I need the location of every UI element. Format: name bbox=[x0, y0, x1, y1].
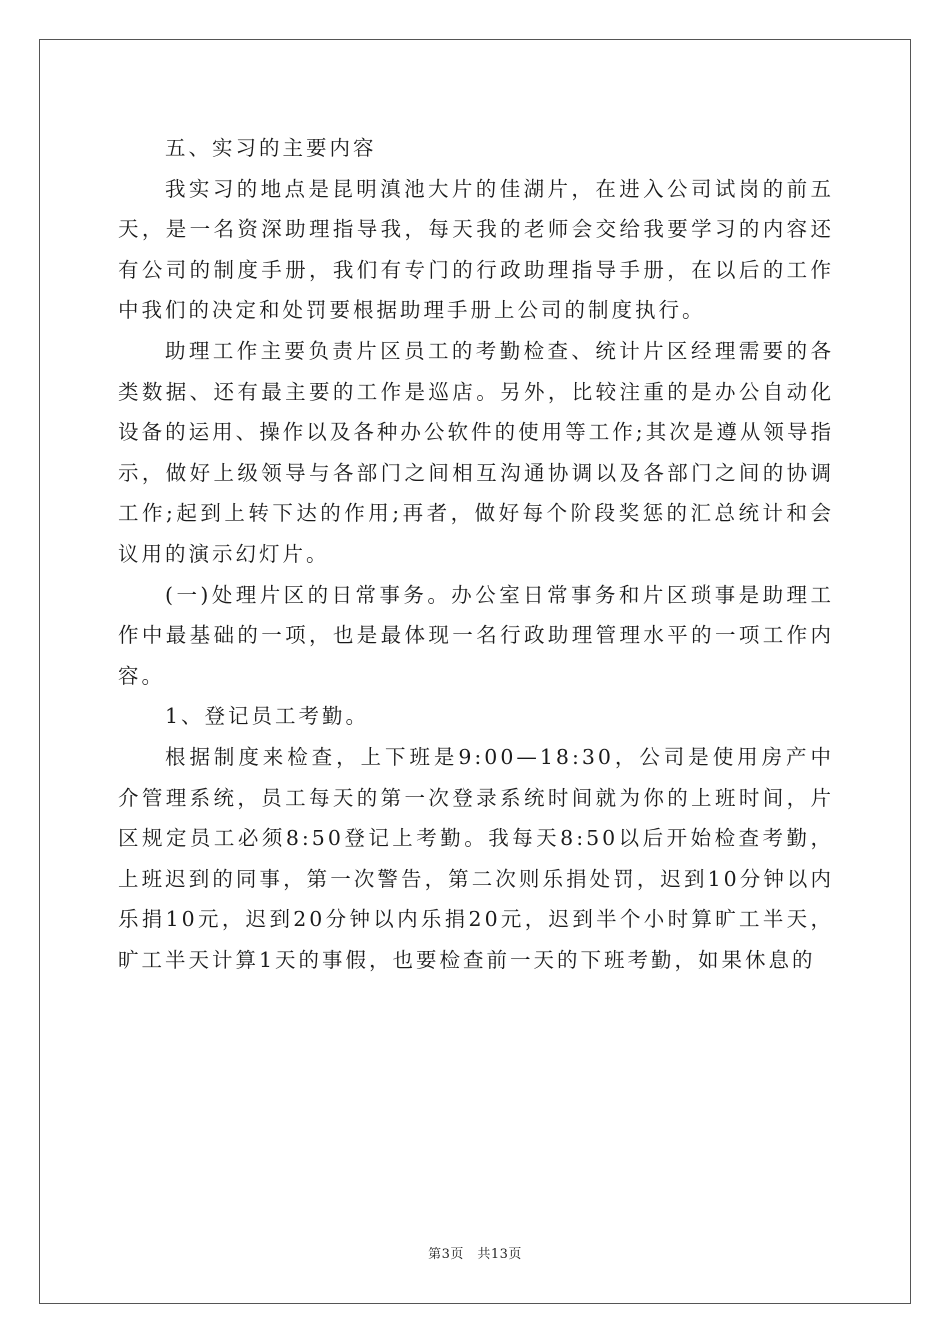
paragraph-attendance-heading: 1、登记员工考勤。 bbox=[165, 704, 370, 729]
paragraph-daily-affairs: (一)处理片区的日常事务。办公室日常事务和片区琐事是助理工作中最基础的一项，也是最体现一名行政助理管理水平的一项工作内容。 bbox=[118, 582, 834, 688]
section-heading: 五、实习的主要内容 bbox=[165, 136, 377, 160]
paragraph-attendance-rules: 根据制度来检查，上下班是9:00—18:30，公司是使用房产中介管理系统，员工每天的第一次登录系统时间就为你的上班时间，片区规定员工必须8:50登记上考勤。我每天8:50以后开始检查考勤，上班迟到的同事，第一次警告，第二次则乐捐处罚，迟到10分钟以内乐捐10元，迟到20分钟以内乐捐20元，迟到半个小时算旷工半天，旷工半天计算1天的事假，也要检查前一天的下班考勤，如果休息的 bbox=[118, 744, 834, 972]
page-number-footer: 第3页 共13页 bbox=[428, 1247, 522, 1262]
paragraph-internship-location: 我实习的地点是昆明滇池大片的佳湖片，在进入公司试岗的前五天，是一名资深助理指导我，每天我的老师会交给我要学习的内容还有公司的制度手册，我们有专门的行政助理指导手册，在以后的工作中我们的决定和处罚要根据助理手册上公司的制度执行。 bbox=[118, 176, 834, 323]
document-body bbox=[118, 128, 834, 980]
paragraph-assistant-duties: 助理工作主要负责片区员工的考勤检查、统计片区经理需要的各类数据、还有最主要的工作是巡店。另外，比较注重的是办公自动化设备的运用、操作以及各种办公软件的使用等工作;其次是遵从领导指示，做好上级领导与各部门之间相互沟通协调以及各部门之间的协调工作;起到上转下达的作用;再者，做好每个阶段奖惩的汇总统计和会议用的演示幻灯片。 bbox=[118, 338, 834, 566]
